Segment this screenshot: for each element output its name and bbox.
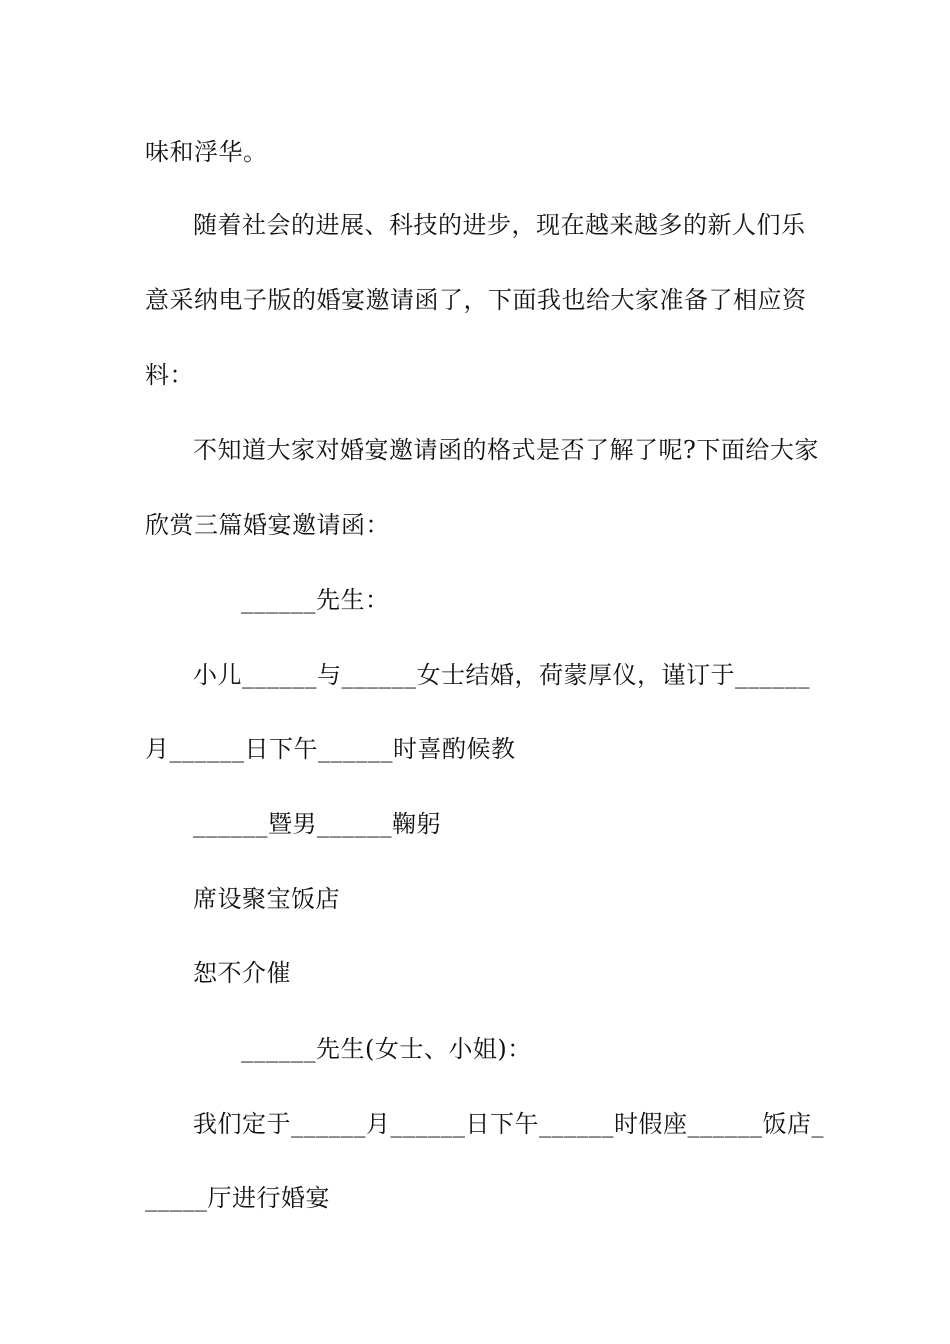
paragraph-line: 味和浮华。: [145, 138, 268, 166]
invitation-closing: 恕不介催: [193, 959, 291, 987]
paragraph-line: 不知道大家对婚宴邀请函的格式是否了解了呢?下面给大家: [193, 436, 819, 464]
invitation-body-line: 我们定于______月______日下午______时假座______饭店_: [193, 1110, 824, 1138]
paragraph-line: 意采纳电子版的婚宴邀请函了，下面我也给大家准备了相应资: [145, 286, 807, 314]
invitation-salutation: ______先生：: [241, 586, 390, 614]
invitation-body-line: 小儿______与______女士结婚，荷蒙厚仪，谨订于______: [193, 661, 810, 689]
invitation-body-line: _____厅进行婚宴: [145, 1184, 330, 1212]
invitation-salutation: ______先生(女士、小姐)：: [241, 1035, 532, 1063]
paragraph-line: 欣赏三篇婚宴邀请函：: [145, 511, 390, 539]
invitation-venue: 席设聚宝饭店: [193, 885, 340, 913]
invitation-signature: ______暨男______鞠躬: [193, 810, 441, 838]
paragraph-line: 料：: [145, 361, 194, 389]
invitation-body-line: 月______日下午______时喜酌候教: [145, 735, 516, 763]
paragraph-line: 随着社会的进展、科技的进步，现在越来越多的新人们乐: [193, 211, 806, 239]
